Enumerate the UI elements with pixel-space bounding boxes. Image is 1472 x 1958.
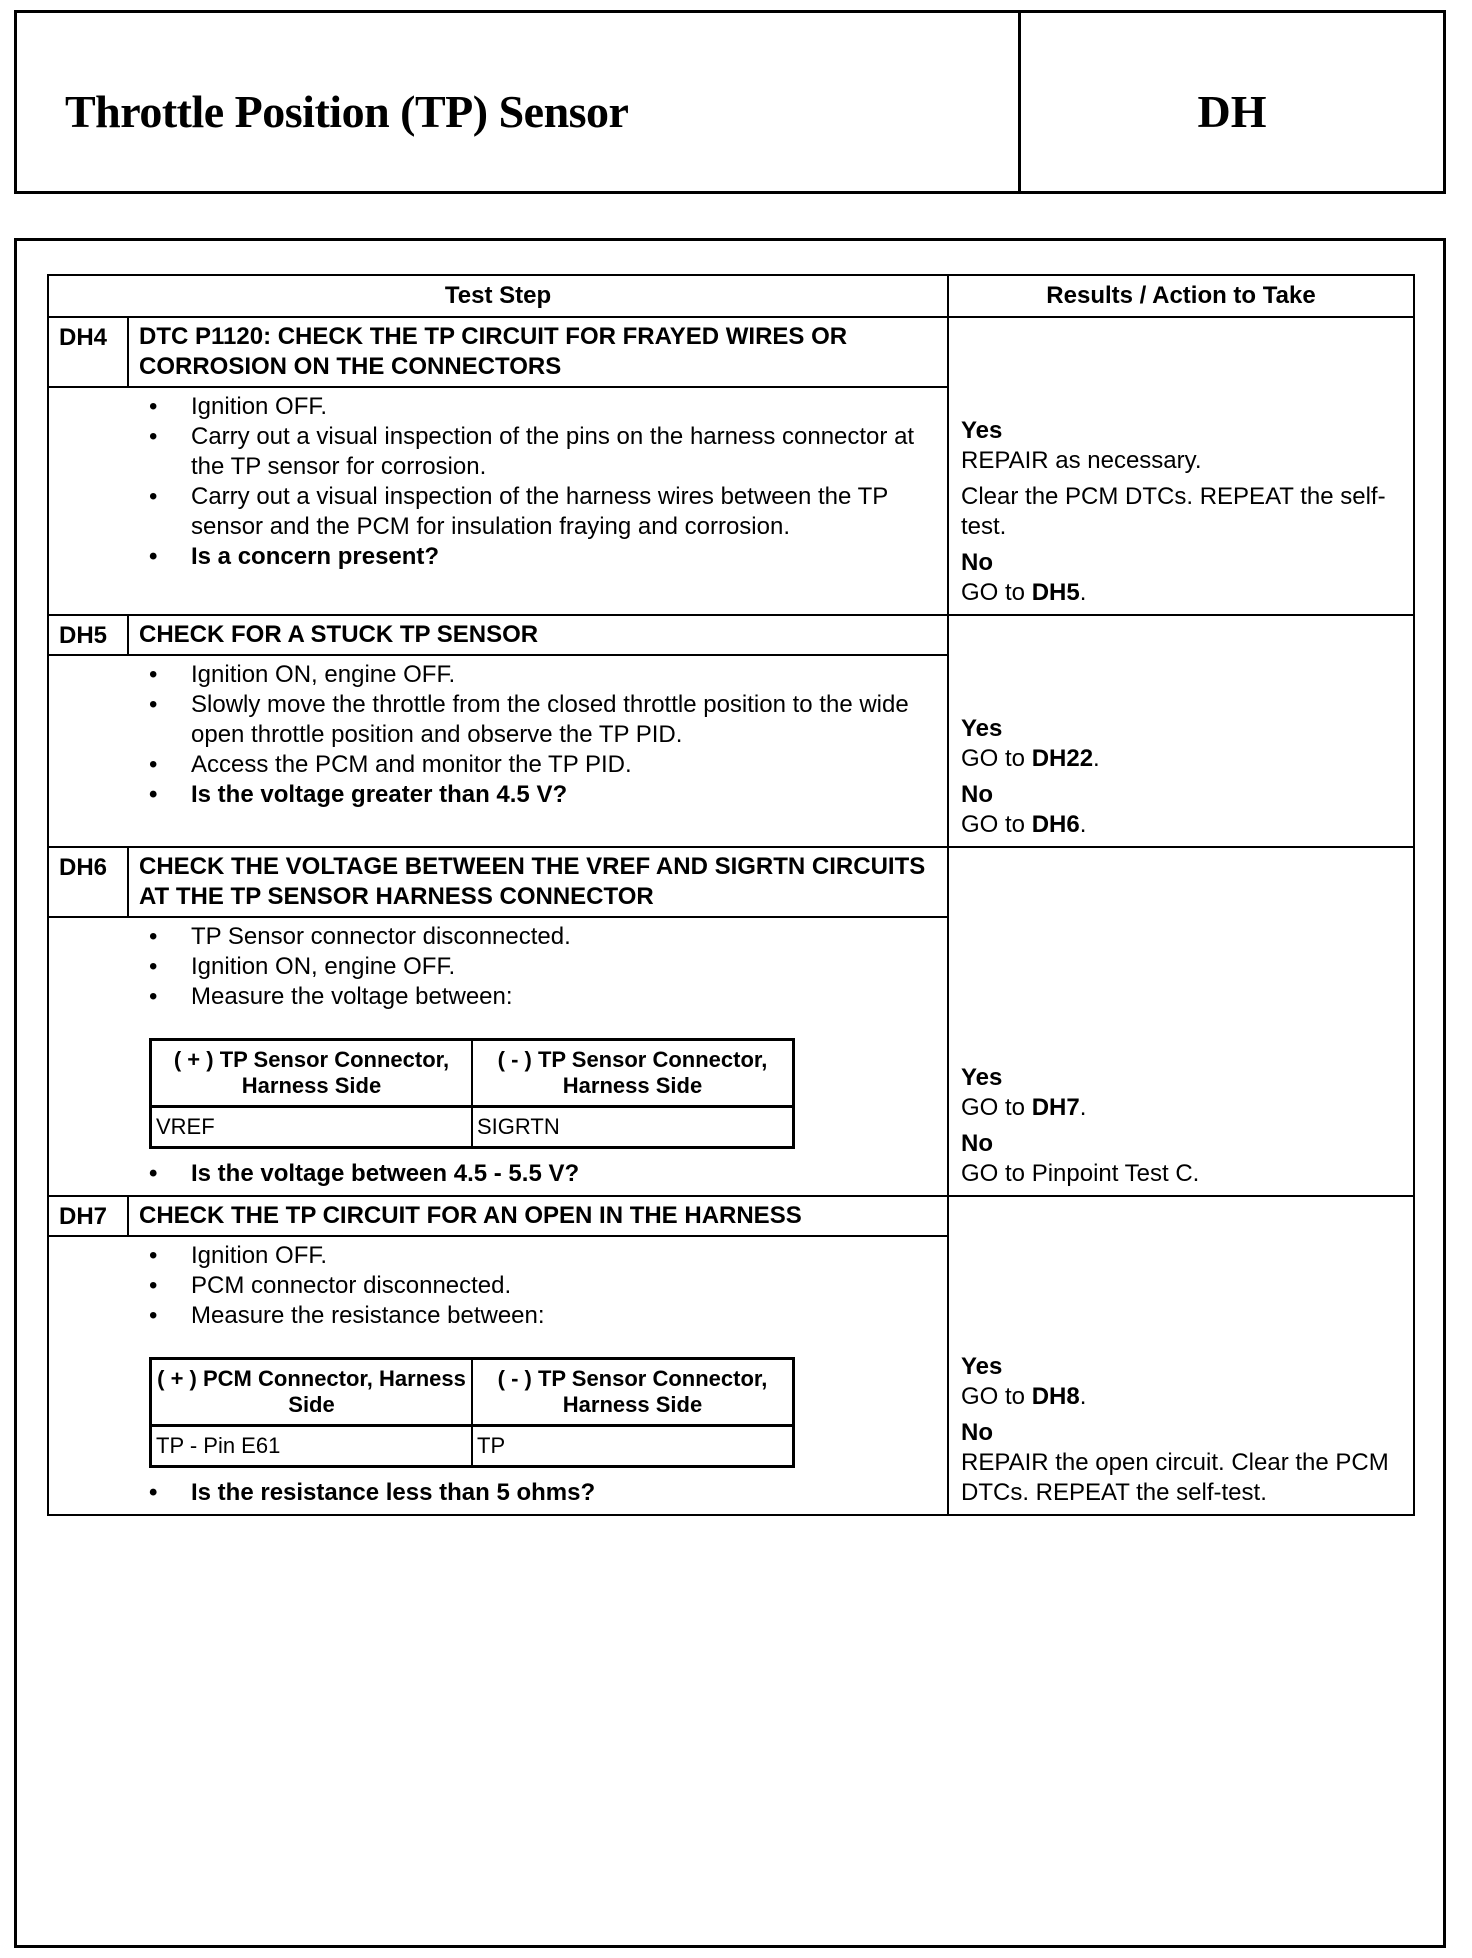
step-question: • Is a concern present? (149, 542, 947, 572)
col-header-test-step: Test Step (49, 276, 949, 316)
sub-cell: TP (472, 1426, 794, 1467)
measurement-table (149, 1357, 795, 1468)
yes-action: REPAIR as necessary. (961, 447, 1202, 474)
step-question: • Is the voltage between 4.5 - 5.5 V? (149, 1159, 947, 1189)
no-action: GO to DH6. (961, 811, 1087, 838)
sub-header: ( - ) TP Sensor Connector, Harness Side (472, 1040, 794, 1107)
step-item: • Carry out a visual inspection of the pins on the harness connector at the TP sensor for corrosion. (149, 422, 947, 482)
yes-label: Yes (961, 417, 1003, 444)
sub-header: ( + ) TP Sensor Connector, Harness Side (151, 1040, 473, 1107)
test-step-table (47, 274, 1415, 1516)
page-title: Throttle Position (TP) Sensor (65, 86, 629, 137)
step-item: • Measure the resistance between: (149, 1301, 947, 1331)
step-question: • Is the resistance less than 5 ohms? (149, 1478, 947, 1508)
sub-header: ( + ) PCM Connector, Harness Side (151, 1359, 473, 1426)
no-label: No (961, 781, 993, 808)
step-item: • PCM connector disconnected. (149, 1271, 947, 1301)
step-item: • Access the PCM and monitor the TP PID. (149, 750, 947, 780)
page-header (14, 10, 1446, 194)
yes-label: Yes (961, 1353, 1003, 1380)
step-link[interactable]: DH8 (1031, 1383, 1080, 1410)
yes-label: Yes (961, 715, 1003, 742)
step-link[interactable]: DH5 (1031, 579, 1080, 606)
step-item: • Ignition ON, engine OFF. (149, 660, 947, 690)
sub-cell: VREF (151, 1107, 473, 1148)
step-item: • Measure the voltage between: (149, 982, 947, 1012)
step-title: CHECK THE TP CIRCUIT FOR AN OPEN IN THE HARNESS (139, 1202, 802, 1229)
yes-action: Clear the PCM DTCs. REPEAT the self-test. (961, 483, 1386, 540)
step-link[interactable]: DH22 (1031, 745, 1094, 772)
step-title: DTC P1120: CHECK THE TP CIRCUIT FOR FRAYED WIRES OR CORROSION ON THE CONNECTORS (139, 323, 848, 380)
col-header-results: Results / Action to Take (1046, 282, 1316, 309)
step-row-dh7 (49, 1195, 1413, 1514)
sub-cell: SIGRTN (472, 1107, 794, 1148)
step-row-dh6 (49, 846, 1413, 1195)
step-id: DH5 (49, 616, 129, 654)
step-question: • Is the voltage greater than 4.5 V? (149, 780, 947, 810)
yes-action: GO to DH22. (961, 745, 1100, 772)
result-block (961, 714, 1403, 840)
no-action: GO to Pinpoint Test C. (961, 1160, 1200, 1187)
step-link[interactable]: DH7 (1031, 1094, 1080, 1121)
yes-label: Yes (961, 1064, 1003, 1091)
step-title: CHECK THE VOLTAGE BETWEEN THE VREF AND SIGRTN CIRCUITS AT THE TP SENSOR HARNESS CONNECTOR (139, 853, 926, 910)
no-label: No (961, 549, 993, 576)
step-item: • TP Sensor connector disconnected. (149, 922, 947, 952)
section-code: DH (1197, 86, 1267, 137)
step-item: • Ignition OFF. (149, 392, 947, 422)
step-item: • Carry out a visual inspection of the harness wires between the TP sensor and the PCM for insulation fraying and corrosion. (149, 482, 947, 542)
step-row-dh4 (49, 316, 1413, 614)
no-label: No (961, 1419, 993, 1446)
step-id: DH4 (49, 318, 129, 386)
no-action: REPAIR the open circuit. Clear the PCM DTCs. REPEAT the self-test. (961, 1449, 1389, 1506)
table-header-row (49, 276, 1413, 316)
result-block (961, 416, 1403, 608)
measurement-table (149, 1038, 795, 1149)
step-link[interactable]: DH6 (1031, 811, 1080, 838)
result-block (961, 1352, 1403, 1508)
step-id: DH7 (49, 1197, 129, 1235)
yes-action: GO to DH7. (961, 1094, 1087, 1121)
sub-header: ( - ) TP Sensor Connector, Harness Side (472, 1359, 794, 1426)
yes-action: GO to DH8. (961, 1383, 1087, 1410)
step-item: • Ignition ON, engine OFF. (149, 952, 947, 982)
step-id: DH6 (49, 848, 129, 916)
result-block (961, 1063, 1403, 1189)
step-item: • Slowly move the throttle from the closed throttle position to the wide open throttle position and observe the TP PID. (149, 690, 947, 750)
step-item: • Ignition OFF. (149, 1241, 947, 1271)
no-action: GO to DH5. (961, 579, 1087, 606)
step-title: CHECK FOR A STUCK TP SENSOR (139, 621, 539, 648)
no-label: No (961, 1130, 993, 1157)
sub-cell: TP - Pin E61 (151, 1426, 473, 1467)
step-row-dh5 (49, 614, 1413, 846)
